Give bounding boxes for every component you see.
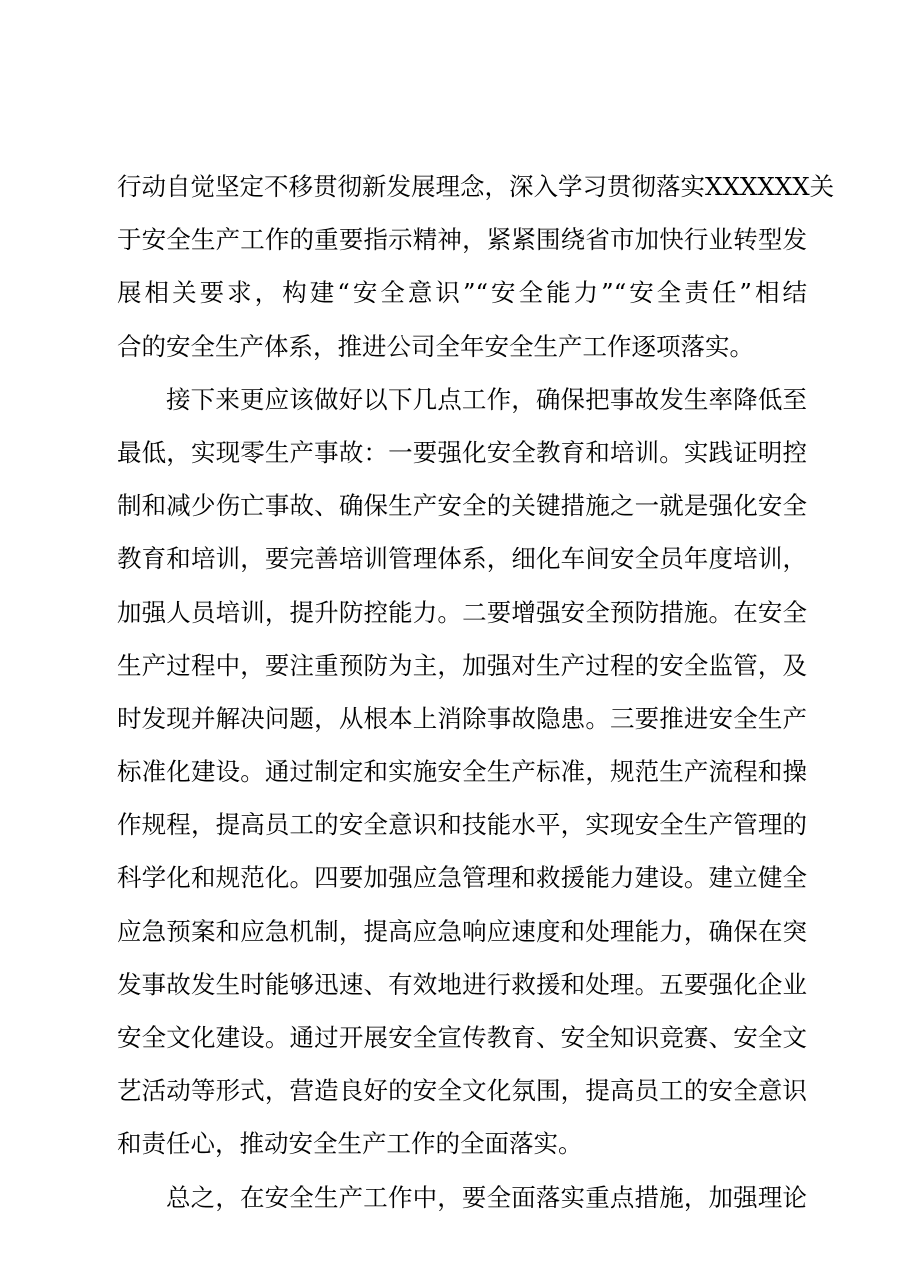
paragraph-line: 安全文化建设。通过开展安全宣传教育、安全知识竞赛、安全文 — [117, 1023, 807, 1052]
paragraph-line: 和责任心，推动安全生产工作的全面落实。 — [117, 1129, 583, 1159]
paragraph-line: 发事故发生时能够迅速、有效地进行救援和处理。五要强化企业 — [117, 969, 807, 999]
paragraph-line: 于安全生产工作的重要指示精神，紧紧围绕省市加快行业转型发 — [117, 225, 807, 255]
paragraph-line: 时发现并解决问题，从根本上消除事故隐患。三要推进安全生产 — [117, 703, 807, 733]
paragraph-line: 合的安全生产体系，推进公司全年安全生产工作逐项落实。 — [117, 331, 754, 361]
paragraph-line: 总之，在安全生产工作中，要全面落实重点措施，加强理论 — [166, 1182, 807, 1212]
paragraph-line: 作规程，提高员工的安全意识和技能水平，实现安全生产管理的 — [117, 810, 807, 840]
paragraph-line: 加强人员培训，提升防控能力。二要增强安全预防措施。在安全 — [117, 597, 807, 627]
paragraph-line: 科学化和规范化。四要加强应急管理和救援能力建设。建立健全 — [117, 863, 807, 893]
paragraph-line: 生产过程中，要注重预防为主，加强对生产过程的安全监管，及 — [117, 650, 807, 680]
paragraph-2 — [117, 373, 807, 1171]
paragraph-3 — [117, 1171, 807, 1224]
paragraph-line: 展相关要求，构建“安全意识”“安全能力”“安全责任”相结 — [117, 278, 807, 308]
paragraph-line: 应急预案和应急机制，提高应急响应速度和处理能力，确保在突 — [117, 916, 807, 946]
paragraph-line: 接下来更应该做好以下几点工作，确保把事故发生率降低至 — [166, 384, 807, 414]
paragraph-1 — [117, 160, 835, 373]
paragraph-line: 教育和培训，要完善培训管理体系，细化车间安全员年度培训， — [117, 544, 807, 574]
paragraph-line: 最低，实现零生产事故：一要强化安全教育和培训。实践证明控 — [117, 437, 807, 467]
paragraph-line: 艺活动等形式，营造良好的安全文化氛围，提高员工的安全意识 — [117, 1076, 807, 1106]
document-body — [117, 160, 835, 1224]
paragraph-line: 行动自觉坚定不移贯彻新发展理念，深入学习贯彻落实XXXXXX关 — [117, 172, 835, 201]
paragraph-line: 标准化建设。通过制定和实施安全生产标准，规范生产流程和操 — [117, 757, 807, 787]
paragraph-line: 制和减少伤亡事故、确保生产安全的关键措施之一就是强化安全 — [117, 491, 807, 521]
